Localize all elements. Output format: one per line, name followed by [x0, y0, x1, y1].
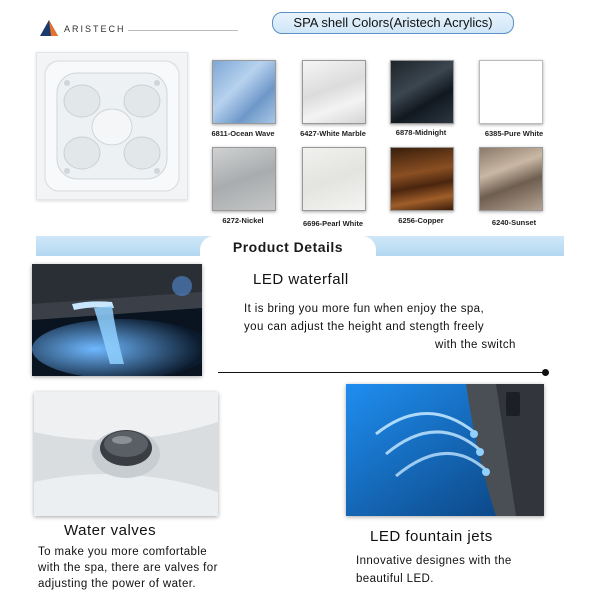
water-valves-photo — [34, 392, 218, 516]
led-waterfall-title: LED waterfall — [253, 271, 349, 288]
water-valves-title: Water valves — [64, 522, 157, 539]
swatch-label-white-marble: 6427-White Marble — [300, 129, 366, 138]
logo-divider — [128, 30, 238, 31]
water-valves-line3: adjusting the power of water. — [38, 578, 196, 590]
swatch-label-midnight: 6878-Midnight — [395, 128, 447, 137]
divider-dot — [542, 369, 549, 376]
led-waterfall-drawing — [32, 264, 202, 376]
led-fountain-line2: beautiful LED. — [356, 573, 434, 585]
logo-text: ARISTECH — [64, 24, 126, 34]
swatch-label-sunset: 6240-Sunset — [491, 218, 537, 227]
spa-colors-banner: SPA shell Colors(Aristech Acrylics) — [272, 12, 514, 34]
swatch-copper — [390, 147, 454, 211]
led-waterfall-line1: It is bring you more fun when enjoy the spa, — [244, 303, 485, 315]
water-valves-line1: To make you more comfortable — [38, 546, 208, 558]
product-details-title: Product Details — [200, 236, 376, 258]
spa-shell-image — [36, 52, 188, 200]
swatch-label-copper: 6256-Copper — [398, 216, 444, 225]
led-fountain-photo — [346, 384, 544, 516]
swatch-ocean-wave — [212, 60, 276, 124]
aristech-logo — [38, 18, 198, 40]
led-fountain-drawing — [346, 384, 544, 516]
spa-shell-drawing — [37, 53, 187, 199]
water-valve-drawing — [34, 392, 218, 516]
led-fountain-line1: Innovative designes with the — [356, 555, 512, 567]
swatch-pearl-white — [302, 147, 366, 211]
swatch-label-nickel: 6272-Nickel — [222, 216, 264, 225]
swatch-pure-white — [479, 60, 543, 124]
led-waterfall-line3: with the switch — [435, 339, 516, 351]
water-valves-line2: with the spa, there are valves for — [38, 562, 218, 574]
led-waterfall-photo — [32, 264, 202, 376]
led-fountain-title: LED fountain jets — [370, 528, 493, 545]
swatch-label-pearl-white: 6696-Pearl White — [302, 219, 364, 228]
swatch-label-pure-white: 6385-Pure White — [484, 129, 544, 138]
swatch-sunset — [479, 147, 543, 211]
section-divider — [218, 372, 546, 373]
swatch-midnight — [390, 60, 454, 124]
led-waterfall-line2: you can adjust the height and stength freely — [244, 321, 485, 333]
swatch-nickel — [212, 147, 276, 211]
swatch-label-ocean-wave: 6811-Ocean Wave — [211, 129, 275, 138]
swatch-white-marble — [302, 60, 366, 124]
logo-mark-icon — [38, 18, 60, 38]
